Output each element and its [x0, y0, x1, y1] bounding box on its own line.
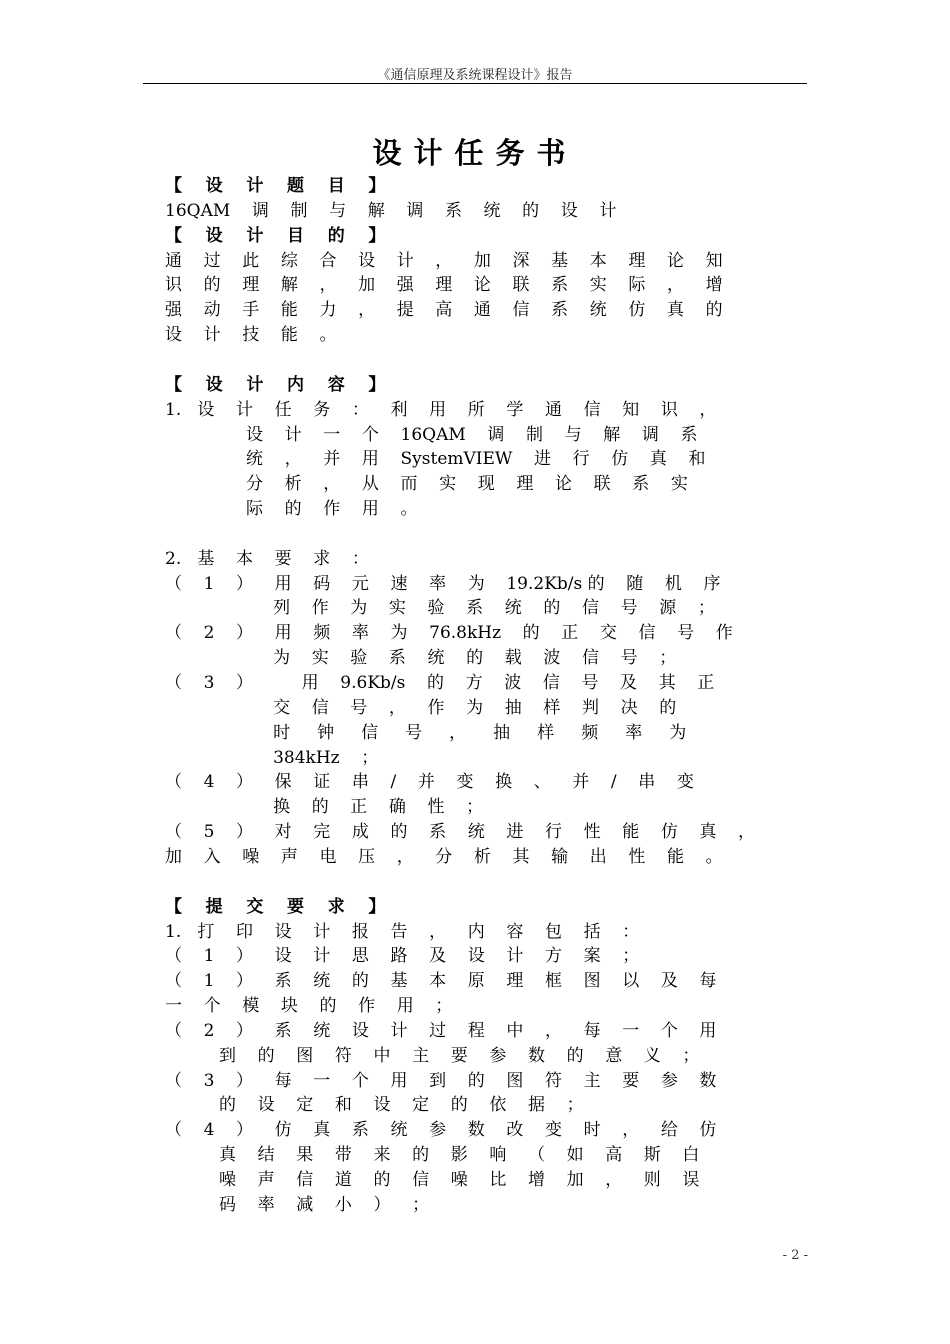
body-line: 到 的 图 符 中 主 要 参 数 的 意 义 ； [165, 1045, 700, 1066]
document-title: 设计任务书 [372, 136, 578, 170]
body-line: 统 ， 并 用 SystemVIEW 进 行 仿 真 和 [165, 449, 706, 470]
body-line: 1. 打 印 设 计 报 告 ， 内 容 包 括 ： [165, 921, 640, 942]
body-line: 分 析 ， 从 而 实 现 理 论 联 系 实 [165, 474, 688, 495]
body-line: 际 的 作 用 。 [165, 499, 418, 520]
body-line: 1. 设 计 任 务 ： 利 用 所 学 通 信 知 识 ， [165, 399, 717, 420]
body-line: 通 过 此 综 合 设 计 ， 加 深 基 本 理 论 知 [165, 250, 723, 271]
body-line: 设 计 技 能 。 [165, 325, 337, 346]
body-line: 的 设 定 和 设 定 的 依 据 ； [165, 1095, 584, 1116]
body-line: 加 入 噪 声 电 压 ， 分 析 其 输 出 性 能 。 [165, 846, 723, 867]
body-line: 识 的 理 解 ， 加 强 理 论 联 系 实 际 ， 增 [165, 275, 723, 296]
body-line: （ 5 ） 对 完 成 的 系 统 进 行 性 能 仿 真 ， [165, 822, 756, 843]
header-rule [143, 83, 807, 84]
body-line: 为 实 验 系 统 的 载 波 信 号 ； [165, 648, 677, 669]
body-line [165, 522, 805, 547]
body-line: 时 钟 信 号 ， 抽 样 频 率 为 [165, 722, 687, 743]
body-line: 真 结 果 带 来 的 影 响 （ 如 高 斯 白 [165, 1145, 700, 1166]
body-line [165, 348, 805, 373]
body-line: （ 3 ） 每 一 个 用 到 的 图 符 主 要 参 数 [165, 1070, 717, 1091]
body-line: （ 3 ） 用 9.6Kb/s 的 方 波 信 号 及 其 正 [165, 673, 715, 693]
body-line: （ 2 ） 系 统 设 计 过 程 中 ， 每 一 个 用 [165, 1020, 717, 1041]
running-header: 《通信原理及系统课程设计》报告 [377, 68, 573, 83]
body-line: 噪 声 信 道 的 信 噪 比 增 加 ， 则 误 [165, 1170, 700, 1190]
body-line: 列 作 为 实 验 系 统 的 信 号 源 ； [165, 598, 715, 619]
body-line: 设 计 一 个 16QAM 调 制 与 解 调 系 [165, 424, 698, 445]
body-line: 交 信 号 ， 作 为 抽 样 判 决 的 [165, 697, 677, 718]
body-line: 换 的 正 确 性 ； [165, 797, 484, 818]
body-line: （ 1 ） 设 计 思 路 及 设 计 方 案 ； [165, 946, 640, 967]
body-line: （ 1 ） 用 码 元 速 率 为 19.2Kb/s 的 随 机 序 [165, 573, 721, 594]
body-line: 一 个 模 块 的 作 用 ； [165, 996, 453, 1017]
body-line: 384kHz ； [165, 747, 379, 768]
body-line: （ 4 ） 保 证 串 / 并 变 换 、 并 / 串 变 [165, 772, 694, 793]
section-heading: 【 提 交 要 求 】 [165, 896, 386, 917]
body-line [165, 870, 805, 895]
body-line: （ 2 ） 用 频 率 为 76.8kHz 的 正 交 信 号 作 [165, 623, 733, 644]
body-line: （ 1 ） 系 统 的 基 本 原 理 框 图 以 及 每 [165, 971, 717, 992]
body-line: 2. 基 本 要 求 ： [165, 548, 369, 569]
section-heading: 【 设 计 内 容 】 [165, 374, 386, 395]
body-line: 码 率 减 小 ） ； [165, 1194, 430, 1215]
body-line: （ 4 ） 仿 真 系 统 参 数 改 变 时 ， 给 仿 [165, 1120, 717, 1141]
body-line: 强 动 手 能 力 ， 提 高 通 信 系 统 仿 真 的 [165, 300, 723, 321]
section-heading: 【 设 计 题 目 】 [165, 176, 386, 196]
page-number: - 2 - [782, 1248, 808, 1263]
body-line: 16QAM 调 制 与 解 调 系 统 的 设 计 [165, 200, 617, 221]
section-heading: 【 设 计 目 的 】 [165, 225, 386, 246]
